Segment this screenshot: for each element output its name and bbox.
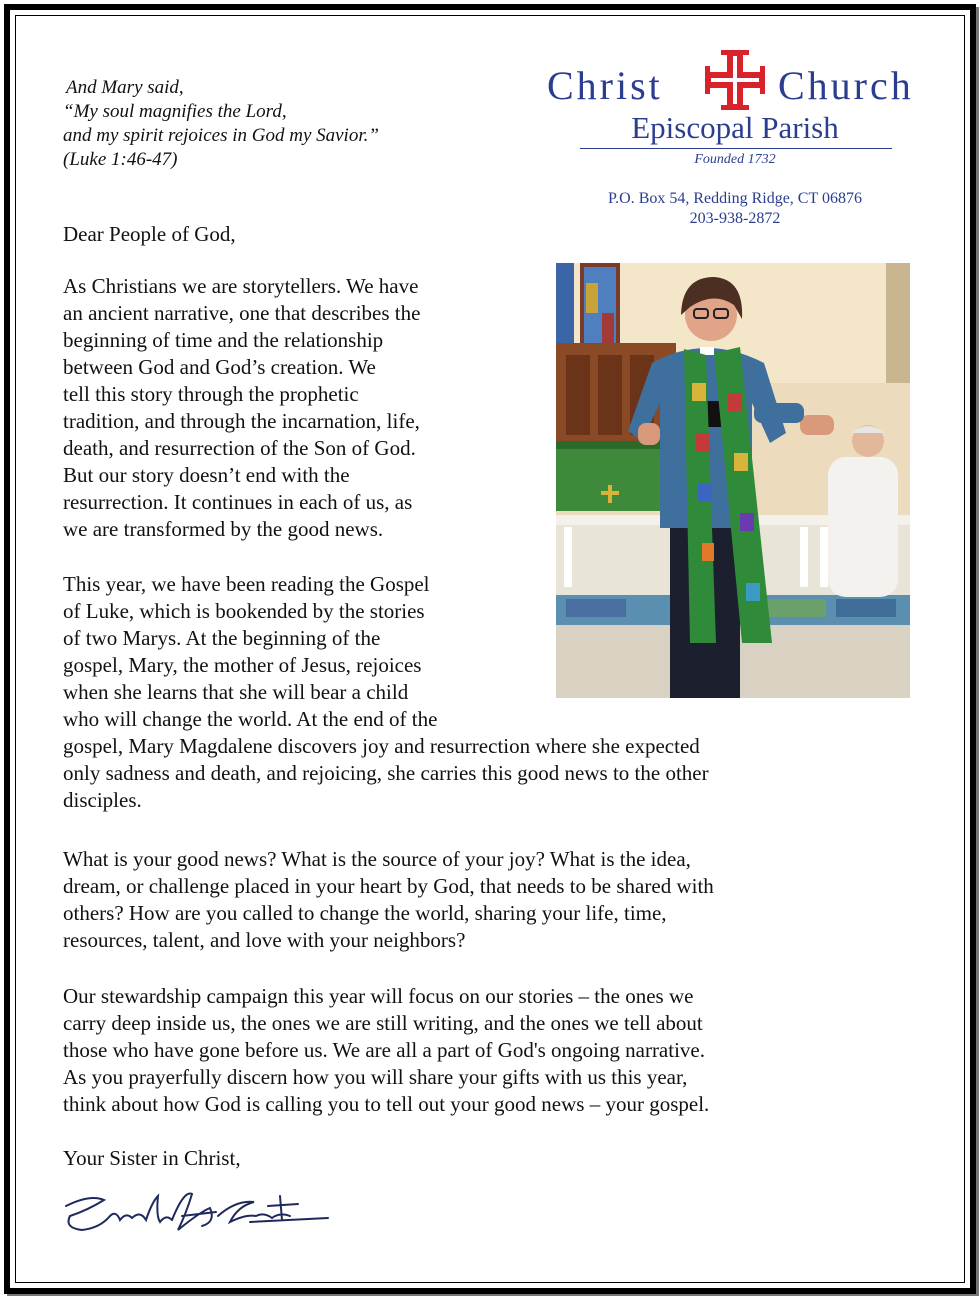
letter-line: those who have gone before us. We are all a part of God's ongoing narrative. <box>63 1038 705 1062</box>
letter-line: As you prayerfully discern how you will share your gifts with us this year, <box>63 1065 688 1089</box>
church-logo <box>540 44 930 234</box>
letter-line: dream, or challenge placed in your heart by God, that needs to be shared with <box>63 874 714 898</box>
epigraph-line: And Mary said, <box>66 77 184 98</box>
cross-icon <box>703 48 767 112</box>
letter-line: Our stewardship campaign this year will focus on our stories – the ones we <box>63 984 694 1008</box>
church-phone: 203-938-2872 <box>689 210 781 227</box>
epigraph-line: (Luke 1:46-47) <box>63 149 178 170</box>
letter-line: resurrection. It continues in each of us, as <box>63 490 413 514</box>
letter-closing: Your Sister in Christ, <box>63 1146 241 1170</box>
epigraph <box>63 76 379 172</box>
letter-line: of two Marys. At the beginning of the <box>63 626 381 650</box>
letter-line: beginning of time and the relationship <box>63 328 384 352</box>
letter-line: tradition, and through the incarnation, life, <box>63 409 420 433</box>
letter-paragraph <box>63 983 709 1118</box>
letter-line: when she learns that she will bear a child <box>63 680 409 704</box>
letter-greeting: Dear People of God, <box>63 222 236 246</box>
letter-line: an ancient narrative, one that describes the <box>63 301 421 325</box>
letter-line: tell this story through the prophetic <box>63 382 359 406</box>
handwritten-signature <box>60 1186 340 1242</box>
letter-line: As Christians we are storytellers. We have <box>63 274 419 298</box>
letter-paragraph <box>63 273 420 543</box>
logo-name-church: Church <box>778 63 914 108</box>
epigraph-line: and my spirit rejoices in God my Savior.” <box>63 125 379 146</box>
letter-line: disciples. <box>63 788 142 812</box>
epigraph-line: “My soul magnifies the Lord, <box>63 101 287 122</box>
letter-line: only sadness and death, and rejoicing, she carries this good news to the other <box>63 761 709 785</box>
letter-line: This year, we have been reading the Gospel <box>63 572 430 596</box>
letter-line: others? How are you called to change the world, sharing your life, time, <box>63 901 667 925</box>
letter-line: resources, talent, and love with your neighbors? <box>63 928 466 952</box>
letter-line: gospel, Mary Magdalene discovers joy and resurrection where she expected <box>63 734 700 758</box>
logo-founded: Founded 1732 <box>694 152 776 167</box>
letter-line: gospel, Mary, the mother of Jesus, rejoices <box>63 653 422 677</box>
letter-line: carry deep inside us, the ones we are still writing, and the ones we tell about <box>63 1011 703 1035</box>
letter-line: between God and God’s creation. We <box>63 355 376 379</box>
letter-line: But our story doesn’t end with the <box>63 463 350 487</box>
letter-line: who will change the world. At the end of the <box>63 707 438 731</box>
letter-line: of Luke, which is bookended by the stories <box>63 599 425 623</box>
letter-line: What is your good news? What is the source of your joy? What is the idea, <box>63 847 691 871</box>
church-address: P.O. Box 54, Redding Ridge, CT 06876 <box>608 190 862 207</box>
logo-parish: Episcopal Parish <box>631 110 839 145</box>
letter-line: think about how God is calling you to tell out your good news – your gospel. <box>63 1092 710 1116</box>
letter-line: we are transformed by the good news. <box>63 517 384 541</box>
letter-line: death, and resurrection of the Son of God. <box>63 436 416 460</box>
letter-paragraph <box>63 846 714 954</box>
logo-name-christ: Christ <box>547 63 663 108</box>
letter-paragraph <box>63 571 709 814</box>
logo-divider <box>580 148 892 149</box>
